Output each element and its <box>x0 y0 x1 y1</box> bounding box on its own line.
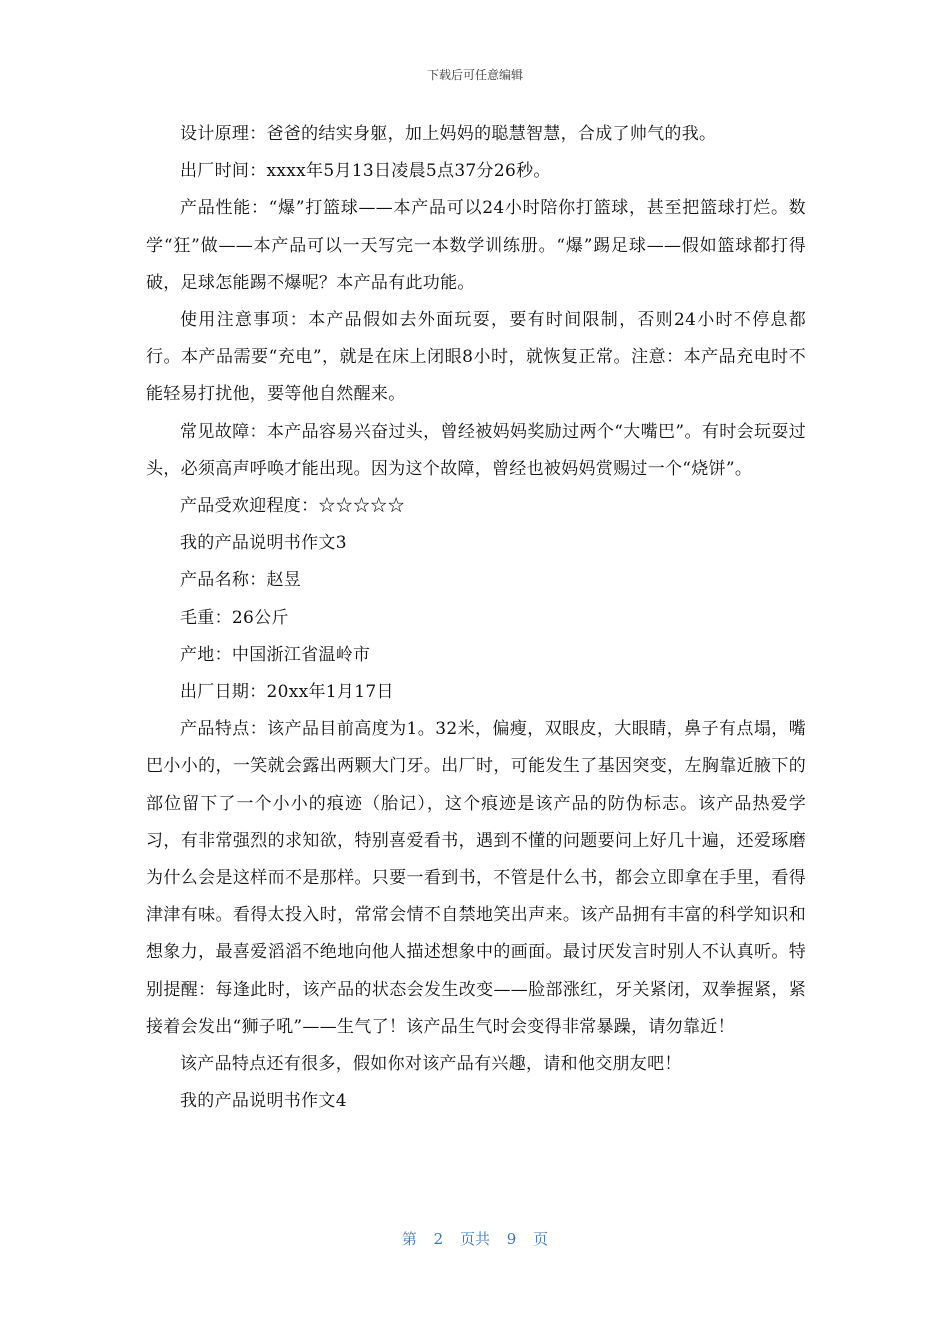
document-body <box>146 116 806 1120</box>
paragraph-factory-date: 出厂日期：20xx年1月17日 <box>180 682 394 703</box>
paragraph-performance: 产品性能：“爆”打篮球——本产品可以24小时陪你打篮球，甚至把篮球打烂。数学“狂”做——本产品可以一天写完一本数学训练册。“爆”踢足球——假如篮球都打得破，足球怎能踢不爆呢？本产品有此功能。 <box>146 198 806 293</box>
page-header: 下载后可任意编辑 <box>426 68 523 82</box>
section-heading-essay-3: 我的产品说明书作文3 <box>180 533 347 554</box>
paragraph-factory-time: 出厂时间：xxxx年5月13日凌晨5点37分26秒。 <box>180 161 551 182</box>
paragraph-weight: 毛重：26公斤 <box>180 607 289 628</box>
paragraph-popularity: 产品受欢迎程度：☆☆☆☆☆ <box>180 496 405 517</box>
paragraph-closing: 该产品特点还有很多，假如你对该产品有兴趣，请和他交朋友吧！ <box>180 1054 682 1075</box>
paragraph-origin: 产地：中国浙江省温岭市 <box>180 644 371 665</box>
paragraph-usage-notes: 使用注意事项：本产品假如去外面玩耍，要有时间限制，否则24小时不停息都行。本产品需要“充电”，就是在床上闭眼8小时，就恢复正常。注意：本产品充电时不能轻易打扰他，要等他自然醒来。 <box>146 310 806 405</box>
section-heading-essay-4: 我的产品说明书作文4 <box>180 1091 347 1112</box>
paragraph-features: 产品特点：该产品目前高度为1。32米，偏瘦，双眼皮，大眼睛，鼻子有点塌，嘴巴小小的，一笑就会露出两颗大门牙。出厂时，可能发生了基因突变，左胸靠近腋下的部位留下了一个小小的痕迹（胎记），这个痕迹是该产品的防伪标志。该产品热爱学习，有非常强烈的求知欲，特别喜爱看书，遇到不懂的问题要问上好几十遍，还爱琢磨为什么会是这样而不是那样。只要一看到书，不管是什么书，都会立即拿在手里，看得津津有味。看得太投入时，常常会情不自禁地笑出声来。该产品拥有丰富的科学知识和想象力，最喜爱滔滔不绝地向他人描述想象中的画面。最讨厌发言时别人不认真听。特别提醒：每逢此时，该产品的状态会发生改变——脸部涨红，牙关紧闭，双拳握紧，紧接着会发出“狮子吼”——生气了！该产品生气时会变得非常暴躁，请勿靠近！ <box>146 719 806 1037</box>
paragraph-common-faults: 常见故障：本产品容易兴奋过头，曾经被妈妈奖励过两个“大嘴巴”。有时会玩耍过头，必须高声呼唤才能出现。因为这个故障，曾经也被妈妈赏赐过一个“烧饼”。 <box>146 421 806 479</box>
paragraph-design-principle: 设计原理：爸爸的结实身躯，加上妈妈的聪慧智慧，合成了帅气的我。 <box>180 124 717 144</box>
paragraph-product-name: 产品名称：赵昱 <box>180 570 302 591</box>
page-footer: 第 2 页共 9 页 <box>401 1230 549 1248</box>
